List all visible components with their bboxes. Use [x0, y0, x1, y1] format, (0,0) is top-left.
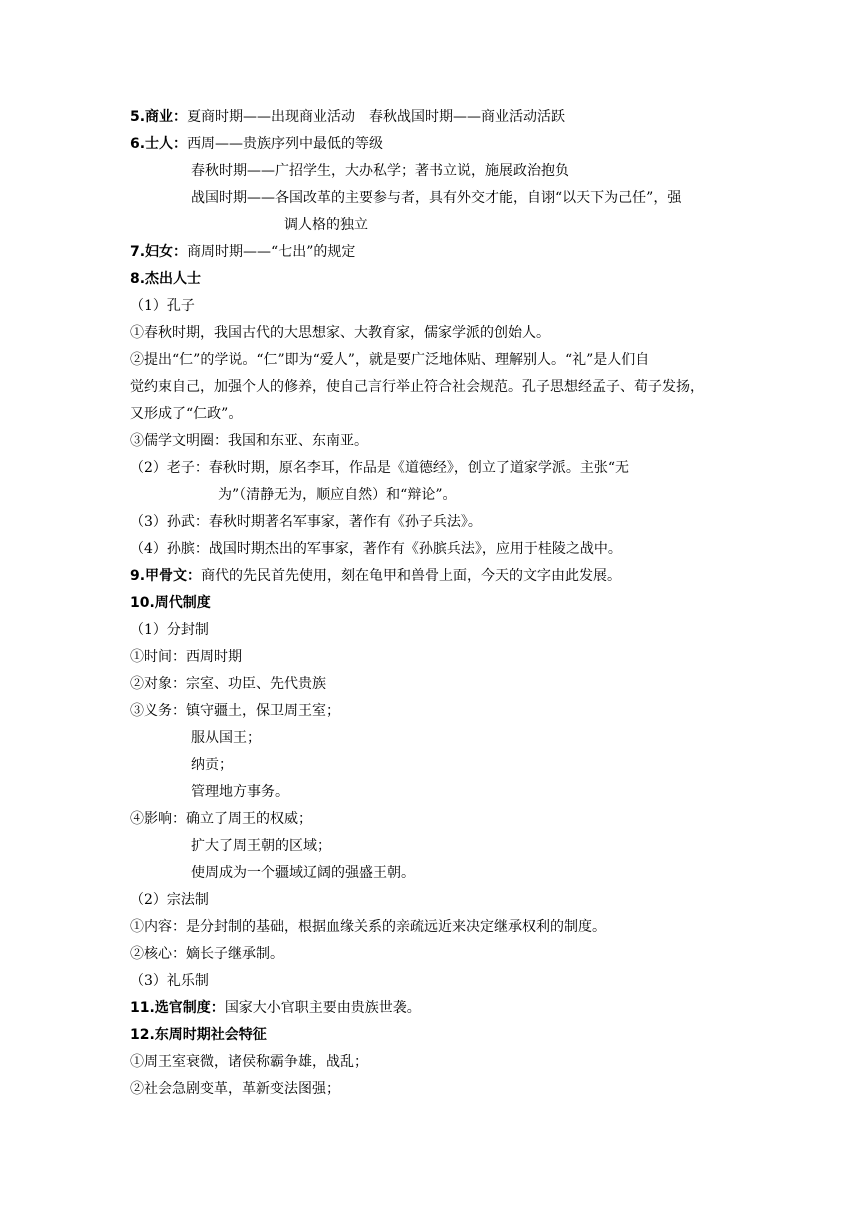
- section-6-warring-states: 战国时期——各国改革的主要参与者，具有外交才能，自诩“以天下为己任”，强: [191, 190, 682, 206]
- enfeoffment-duties-2: 服从国王；: [191, 730, 261, 746]
- section-8-heading: 8.杰出人士: [130, 271, 202, 287]
- confucius-point-1: ①春秋时期，我国古代的大思想家、大教育家，儒家学派的创始人。: [130, 325, 550, 341]
- section-10-heading: 10.周代制度: [130, 595, 211, 611]
- section-9-line: [130, 566, 621, 586]
- section-6-spring-autumn: 春秋时期——广招学生，大办私学；著书立说，施展政治抱负: [191, 163, 569, 179]
- section-12-point-1: ①周王室衰微，诸侯称霸争雄，战乱；: [130, 1054, 368, 1070]
- section-5-heading: 5.商业：: [130, 109, 188, 125]
- section-11-heading: 11.选官制度：: [130, 1000, 225, 1016]
- section-6-line: [130, 134, 383, 154]
- enfeoffment-duties-4: 管理地方事务。: [191, 784, 289, 800]
- confucius-point-2-line-2: 觉约束自己，加强个人的修养，使自己言行举止符合社会规范。孔子思想经孟子、荀子发扬，: [130, 379, 704, 395]
- confucius-point-2-line-3: 又形成了“仁政”。: [130, 406, 243, 422]
- section-11-text: 国家大小官职主要由贵族世袭。: [224, 1000, 421, 1016]
- section-11-line: [130, 998, 421, 1018]
- section-12-point-2: ②社会急剧变革，革新变法图强；: [130, 1081, 340, 1097]
- sun-wu-line: （3）孙武：春秋时期著名军事家，著作有《孙子兵法》。: [130, 514, 482, 530]
- section-6-text: 西周——贵族序列中最低的等级: [187, 136, 384, 152]
- enfeoffment-duties-3: 纳贡；: [191, 757, 233, 773]
- confucius-point-2-line-1: ②提出“仁”的学说。“仁”即为“爱人”，就是要广泛地体贴、理解别人。“礼”是人们自: [130, 352, 650, 368]
- section-6-heading: 6.士人：: [130, 136, 188, 152]
- section-12-heading: 12.东周时期社会特征: [130, 1027, 267, 1043]
- confucius-point-3: ③儒学文明圈：我国和东亚、东南亚。: [130, 433, 368, 449]
- section-7-line: [130, 242, 355, 262]
- patriarchal-content: ①内容：是分封制的基础，根据血缘关系的亲疏远近来决定继承权利的制度。: [130, 919, 606, 935]
- enfeoffment-targets: ②对象：宗室、功臣、先代贵族: [130, 676, 326, 692]
- sun-bin-line: （4）孙膑：战国时期杰出的军事家，著作有《孙膑兵法》，应用于桂陵之战中。: [130, 541, 622, 557]
- patriarchal-subheading: （2）宗法制: [130, 892, 209, 908]
- laozi-line-1: （2）老子：春秋时期，原名李耳，作品是《道德经》，创立了道家学派。主张“无: [130, 460, 630, 476]
- enfeoffment-subheading: （1）分封制: [130, 622, 209, 638]
- enfeoffment-impact: ④影响：确立了周王的权威；: [130, 811, 312, 827]
- section-9-heading: 9.甲骨文：: [130, 568, 202, 584]
- section-5-text: 夏商时期——出现商业活动 春秋战国时期——商业活动活跃: [187, 109, 566, 125]
- enfeoffment-impact-2: 扩大了周王朝的区域；: [191, 838, 331, 854]
- section-9-text: 商代的先民首先使用，刻在龟甲和兽骨上面，今天的文字由此发展。: [201, 568, 622, 584]
- enfeoffment-duties: ③义务：镇守疆土，保卫周王室；: [130, 703, 340, 719]
- section-7-text: 商周时期——“七出”的规定: [187, 244, 356, 260]
- patriarchal-core: ②核心：嫡长子继承制。: [130, 946, 284, 962]
- rites-music-subheading: （3）礼乐制: [130, 973, 209, 989]
- enfeoffment-time: ①时间：西周时期: [130, 649, 242, 665]
- confucius-subheading: （1）孔子: [130, 298, 195, 314]
- section-6-warring-states-cont: 调人格的独立: [284, 217, 368, 233]
- laozi-line-2: 为”（清静无为，顺应自然）和“辩论”。: [218, 487, 457, 503]
- section-5-line: [130, 107, 565, 127]
- section-7-heading: 7.妇女：: [130, 244, 188, 260]
- enfeoffment-impact-3: 使周成为一个疆域辽阔的强盛王朝。: [191, 865, 415, 881]
